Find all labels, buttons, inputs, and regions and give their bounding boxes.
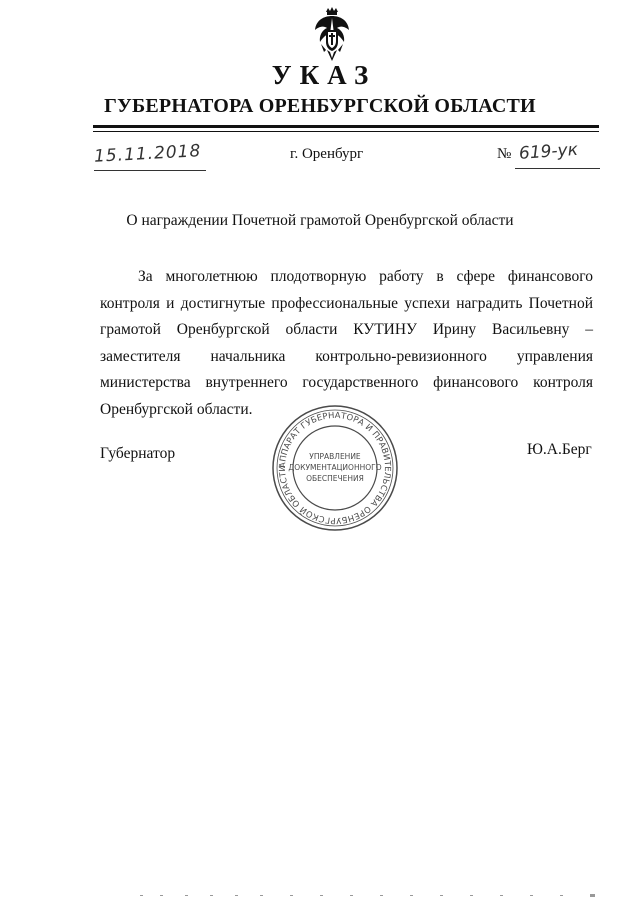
- stamp-ring-text: АППАРАТ ГУБЕРНАТОРА И ПРАВИТЕЛЬСТВА ОРЕНБУРГСКОЙ ОБЛАСТИ: [276, 409, 394, 527]
- header-rule-thick: [93, 125, 599, 128]
- decree-date: [93, 141, 206, 171]
- number-sign: №: [497, 146, 512, 162]
- stamp-line-1: УПРАВЛЕНИЕ: [309, 452, 361, 461]
- stamp-line-3: ОБЕСПЕЧЕНИЯ: [306, 474, 364, 483]
- footer-scan-marks: [140, 893, 600, 899]
- signer-name: Ю.А.Берг: [527, 441, 592, 458]
- official-stamp: [270, 403, 400, 533]
- decree-city: г. Оренбург: [290, 146, 364, 162]
- document-type-title: УКАЗ: [271, 60, 377, 90]
- decree-number-value: 619-ук: [518, 139, 579, 164]
- signer-title: Губернатор: [100, 445, 176, 462]
- coat-of-arms-icon: [312, 6, 352, 62]
- stamp-line-2: ДОКУМЕНТАЦИОННОГО: [288, 463, 382, 472]
- decree-number: [515, 139, 600, 169]
- decree-subject: О награждении Почетной грамотой Оренбургской области: [126, 212, 514, 229]
- header-rule-thin: [93, 131, 599, 132]
- decree-date-value: 15.11.2018: [93, 141, 202, 167]
- decree-body: За многолетнюю плодотворную работу в сфере финансового контроля и достигнутые профессиональные успехи наградить Почетной грамотой Оренбургской области КУТИНУ Ирину Васильевну – заместителя начальника контрольно-ревизионного управления министерства внутреннего государственного финансового контроля Оренбургской области.: [100, 268, 593, 418]
- issuer-title: ГУБЕРНАТОРА ОРЕНБУРГСКОЙ ОБЛАСТИ: [104, 95, 536, 117]
